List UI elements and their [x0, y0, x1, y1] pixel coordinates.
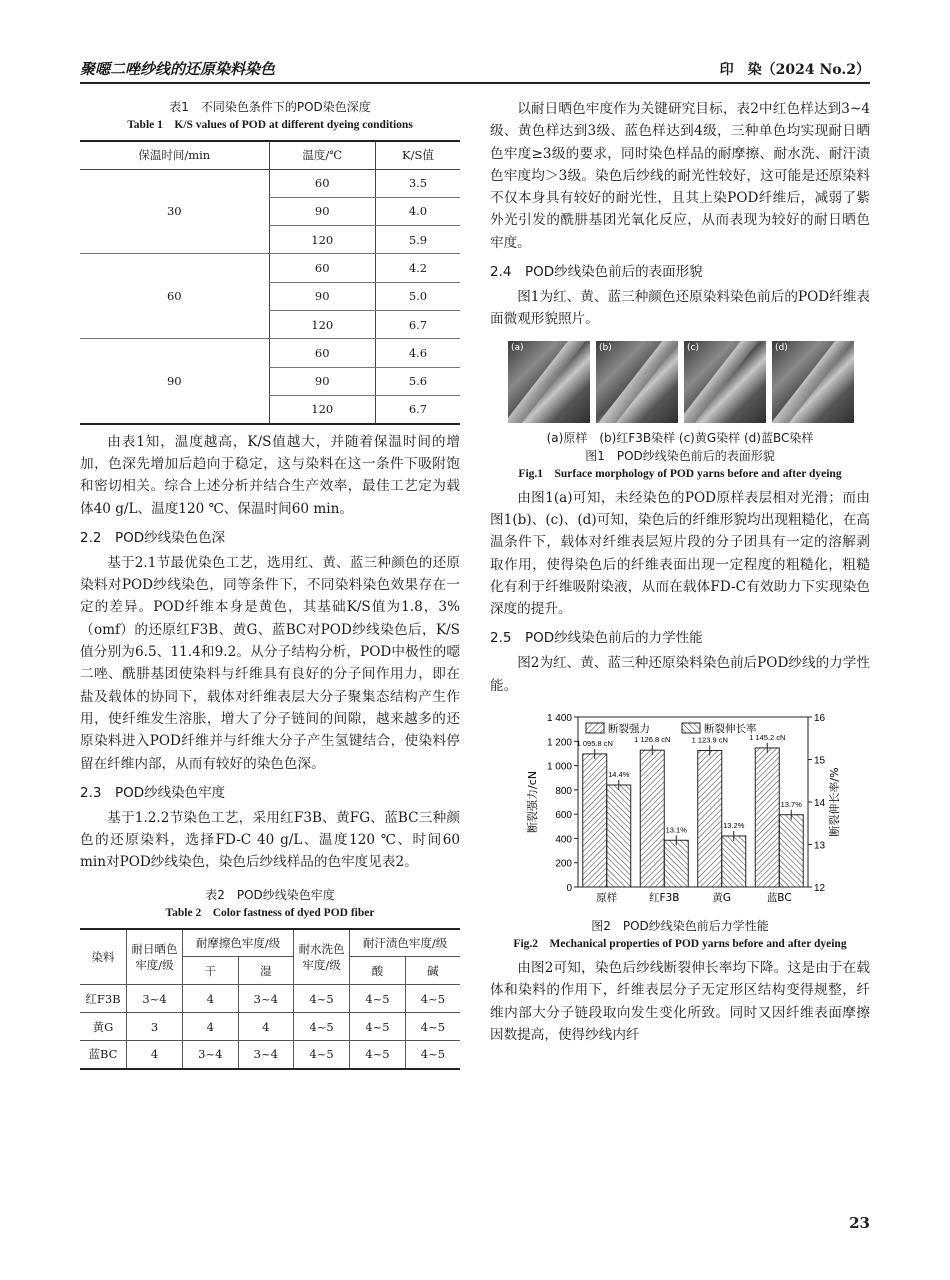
y2-tick-label: 12 [814, 883, 826, 895]
t2-header: 耐水洗色牢度/级 [294, 929, 350, 985]
sem-photo [772, 341, 854, 423]
photo-tag: (d) [775, 342, 788, 353]
t2-cell: 4~5 [350, 1013, 406, 1041]
t1-ks: 4.2 [375, 254, 460, 282]
t2-cell: 蓝BC [80, 1041, 127, 1069]
y-tick-label: 200 [555, 858, 572, 870]
t2-cell: 黄G [80, 1013, 127, 1041]
data-label: 1 095.8 cN [576, 738, 613, 748]
t2-cell: 红F3B [80, 985, 127, 1013]
legend-swatch-elongation [682, 723, 700, 733]
t1-temp: 120 [269, 310, 375, 338]
t1-ks: 6.7 [375, 310, 460, 338]
t2-cell: 4~5 [405, 1013, 460, 1041]
t2-header: 耐日晒色牢度/级 [127, 929, 183, 985]
t2-subheader: 湿 [238, 957, 294, 985]
bar-breaking-strength [640, 750, 664, 887]
t2-cell: 4 [183, 1013, 239, 1041]
data-label: 13.2% [723, 821, 745, 831]
t2-cell: 3~4 [238, 1041, 294, 1069]
t1-temp: 60 [269, 339, 375, 367]
t1-ks: 4.0 [375, 197, 460, 225]
x-tick-label: 红F3B [649, 892, 680, 905]
data-label: 13.7% [780, 799, 802, 809]
t2-cell: 4~5 [294, 1041, 350, 1069]
x-tick-label: 黄G [712, 892, 732, 905]
y-tick-label: 800 [555, 785, 572, 797]
article-title: 聚噁二唑纱线的还原染料染色 [80, 60, 276, 78]
page-number: 23 [849, 1214, 870, 1232]
right-column [490, 98, 870, 1046]
t2-cell: 4~5 [294, 985, 350, 1013]
section-heading: 2.2 POD纱线染色色深 [80, 529, 226, 546]
t1-ks: 3.5 [375, 169, 460, 197]
y-tick-label: 1 200 [546, 737, 572, 749]
legend-swatch-strength [586, 723, 604, 733]
table1 [80, 140, 460, 425]
t2-cell: 3~4 [183, 1041, 239, 1069]
t1-temp: 90 [269, 367, 375, 395]
t2-cell: 4~5 [405, 1041, 460, 1069]
data-label: 13.1% [665, 825, 687, 835]
paragraph: 图2为红、黄、蓝三种还原染料染色前后POD纱线的力学性能。 [490, 655, 870, 694]
t2-subheader: 干 [183, 957, 239, 985]
table-row [80, 1013, 460, 1041]
t2-header: 耐汗渍色牢度/级 [350, 929, 460, 957]
photo-tag: (b) [599, 342, 612, 353]
data-label: 1 123.9 cN [691, 735, 728, 745]
t2-cell: 3 [127, 1013, 183, 1041]
y2-tick-label: 13 [814, 840, 826, 852]
t2-subheader: 酸 [350, 957, 406, 985]
left-column [80, 98, 460, 1070]
y-tick-label: 1 400 [546, 713, 572, 725]
y-tick-label: 400 [555, 834, 572, 846]
paragraph: 由图2可知，染色后纱线断裂伸长率均下降。这是由于在载体和染料的作用下，纤维表层分子无定形区结构变得规整，纤维内部大分子链段取向发生变化所致。同时又因纤维表面摩擦因数提高，使得纱线内纤 [490, 960, 870, 1043]
paragraph: 图1为红、黄、蓝三种颜色还原染料染色前后的POD纤维表面微观形貌照片。 [490, 289, 870, 328]
t2-cell: 3~4 [127, 985, 183, 1013]
photo-tag: (a) [511, 342, 524, 353]
table-row [80, 1041, 460, 1069]
bar-elongation [607, 785, 631, 887]
bar-breaking-strength [755, 748, 779, 887]
table-row [80, 254, 460, 282]
legend-label: 断裂强力 [608, 723, 650, 736]
fig2-caption: 图2 POD纱线染色前后力学性能 [591, 919, 769, 934]
paragraph: 由表1知，温度越高，K/S值越大，并随着保温时间的增加，色深先增加后趋向于稳定，这与染料在这一条件下吸附饱和密切相关。综合上述分析并结合生产效率，最佳工艺定为载体40 g/L、温度120 ℃、保温时间60 min。 [80, 433, 460, 517]
t1-header: 温度/℃ [269, 141, 375, 169]
y-tick-label: 600 [555, 810, 572, 822]
x-tick-label: 蓝BC [766, 892, 792, 905]
t1-header: K/S值 [375, 141, 460, 169]
table-row [80, 339, 460, 367]
t1-time: 30 [80, 169, 269, 254]
paragraph: 基于2.1节最优染色工艺，选用红、黄、蓝三种颜色的还原染料对POD纱线染色，同等条件下，不同染料染色效果存在一定的差异。POD纤维本身是黄色，其基础K/S值为1.8，3%（omf）的还原红F3B、黄G、蓝BC对POD纱线染色后，K/S值分别为6.5、11.4和9.2。从分子结构分析，POD中极性的噁二唑、酰肼基团使染料与纤维具有良好的分子间作用力，即在盐及载体的协同下，载体对纤维表层大分子聚集态结构产生作用，使纤维发生溶胀，增大了分子链间的间隙，越来越多的还原染料进入POD纤维并与纤维大分子产生氢键结合，使染料停留在纤维内部，从而有较好的染色色深。 [80, 554, 460, 772]
table1-caption: 表1 不同染色条件下的POD染色深度 [169, 100, 371, 114]
section-heading: 2.4 POD纱线染色前后的表面形貌 [490, 264, 703, 281]
y2-tick-label: 14 [814, 798, 826, 810]
t1-ks: 5.0 [375, 282, 460, 310]
t2-cell: 4 [183, 985, 239, 1013]
bar-breaking-strength [698, 751, 722, 887]
t1-temp: 120 [269, 395, 375, 423]
table-row [80, 169, 460, 197]
bar-elongation [722, 836, 746, 887]
fig2-chart [490, 701, 870, 913]
sem-photo [596, 341, 678, 423]
t1-temp: 90 [269, 282, 375, 310]
sem-photo [508, 341, 590, 423]
fig1-photos [508, 341, 854, 423]
t1-ks: 6.7 [375, 395, 460, 423]
t2-cell: 4~5 [350, 1041, 406, 1069]
t2-cell: 4~5 [350, 985, 406, 1013]
data-label: 14.4% [608, 770, 630, 780]
bar-elongation [779, 815, 803, 887]
table2-caption-en: Table 2 Color fastness of dyed POD fiber [165, 906, 375, 919]
y2-tick-label: 16 [814, 713, 826, 725]
data-label: 1 145.2 cN [749, 732, 786, 742]
t1-ks: 4.6 [375, 339, 460, 367]
t1-temp: 120 [269, 226, 375, 254]
bar-breaking-strength [583, 754, 607, 887]
running-header [80, 56, 870, 84]
journal-issue: 印 染（2024 No.2） [719, 62, 870, 78]
t1-header: 保温时间/min [80, 141, 269, 169]
paragraph: 基于1.2.2节染色工艺，采用红F3B、黄FG、蓝BC三种颜色的还原染料，选择FD-C 40 g/L、温度120 ℃、时间60 min对POD纱线染色，染色后纱线样品的色牢度见表2。 [80, 809, 460, 871]
t2-subheader: 碱 [405, 957, 460, 985]
paragraph: 以耐日晒色牢度作为关键研究目标，表2中红色样达到3~4级、黄色样达到3级、蓝色样达到4级，三种单色均实现耐日晒色牢度≥3级的要求，同时染色样品的耐摩擦、耐水洗、耐汗渍色牢度均＞3级。染色后纱线的耐光性较好，这可能是还原染料不仅本身具有较好的耐光性，且其上染POD纤维后，减弱了紫外光引发的酰肼基团光氧化反应，从而表现为较好的耐日晒色牢度。 [490, 101, 870, 251]
table2-caption: 表2 POD纱线染色牢度 [205, 887, 335, 902]
y-axis-title: 断裂强力/cN [526, 771, 539, 834]
photo-tag: (c) [687, 342, 699, 353]
bar-elongation [664, 840, 688, 887]
t2-header: 染料 [80, 929, 127, 985]
t1-ks: 5.9 [375, 226, 460, 254]
fig1-labels: (a)原样 (b)红F3B染样 (c)黄G染样 (d)蓝BC染样 [546, 430, 814, 445]
data-label: 1 126.8 cN [634, 735, 671, 745]
legend-label: 断裂伸长率 [704, 723, 757, 736]
t1-temp: 60 [269, 254, 375, 282]
t1-time: 90 [80, 339, 269, 424]
t2-cell: 4~5 [294, 1013, 350, 1041]
t2-cell: 3~4 [238, 985, 294, 1013]
t1-ks: 5.6 [375, 367, 460, 395]
t1-time: 60 [80, 254, 269, 339]
sem-photo [684, 341, 766, 423]
paragraph: 由图1(a)可知，未经染色的POD原样表层相对光滑；而由图1(b)、(c)、(d)可知，染色后的纤维形貌均出现粗糙化，在高温条件下，载体对纤维表层短片段的分子团具有一定的溶解剥取作用，使得染色后的纤维表面出现一定程度的粗糙化，粗糙化有利于纤维吸附染液，从而在载体FD-C有效助力下实现染色深度的提升。 [490, 489, 870, 618]
section-heading: 2.3 POD纱线染色牢度 [80, 784, 226, 801]
t2-cell: 4~5 [405, 985, 460, 1013]
table2 [80, 928, 460, 1070]
t2-cell: 4 [238, 1013, 294, 1041]
t2-header: 耐摩擦色牢度/级 [183, 929, 294, 957]
t1-temp: 60 [269, 169, 375, 197]
fig1-caption-en: Fig.1 Surface morphology of POD yarns before and after dyeing [518, 467, 842, 480]
section-heading: 2.5 POD纱线染色前后的力学性能 [490, 630, 703, 647]
t1-temp: 90 [269, 197, 375, 225]
fig2-caption-en: Fig.2 Mechanical properties of POD yarns before and after dyeing [513, 938, 847, 951]
fig1-caption: 图1 POD纱线染色前后的表面形貌 [585, 448, 775, 463]
y-tick-label: 0 [566, 883, 572, 895]
table1-caption-en: Table 1 K/S values of POD at different dyeing conditions [127, 119, 413, 131]
t2-cell: 4 [127, 1041, 183, 1069]
y-tick-label: 1 000 [546, 761, 572, 773]
y2-tick-label: 15 [814, 755, 826, 767]
x-tick-label: 原样 [596, 892, 618, 905]
y2-axis-title: 断裂伸长率/% [828, 767, 841, 837]
table-row [80, 985, 460, 1013]
